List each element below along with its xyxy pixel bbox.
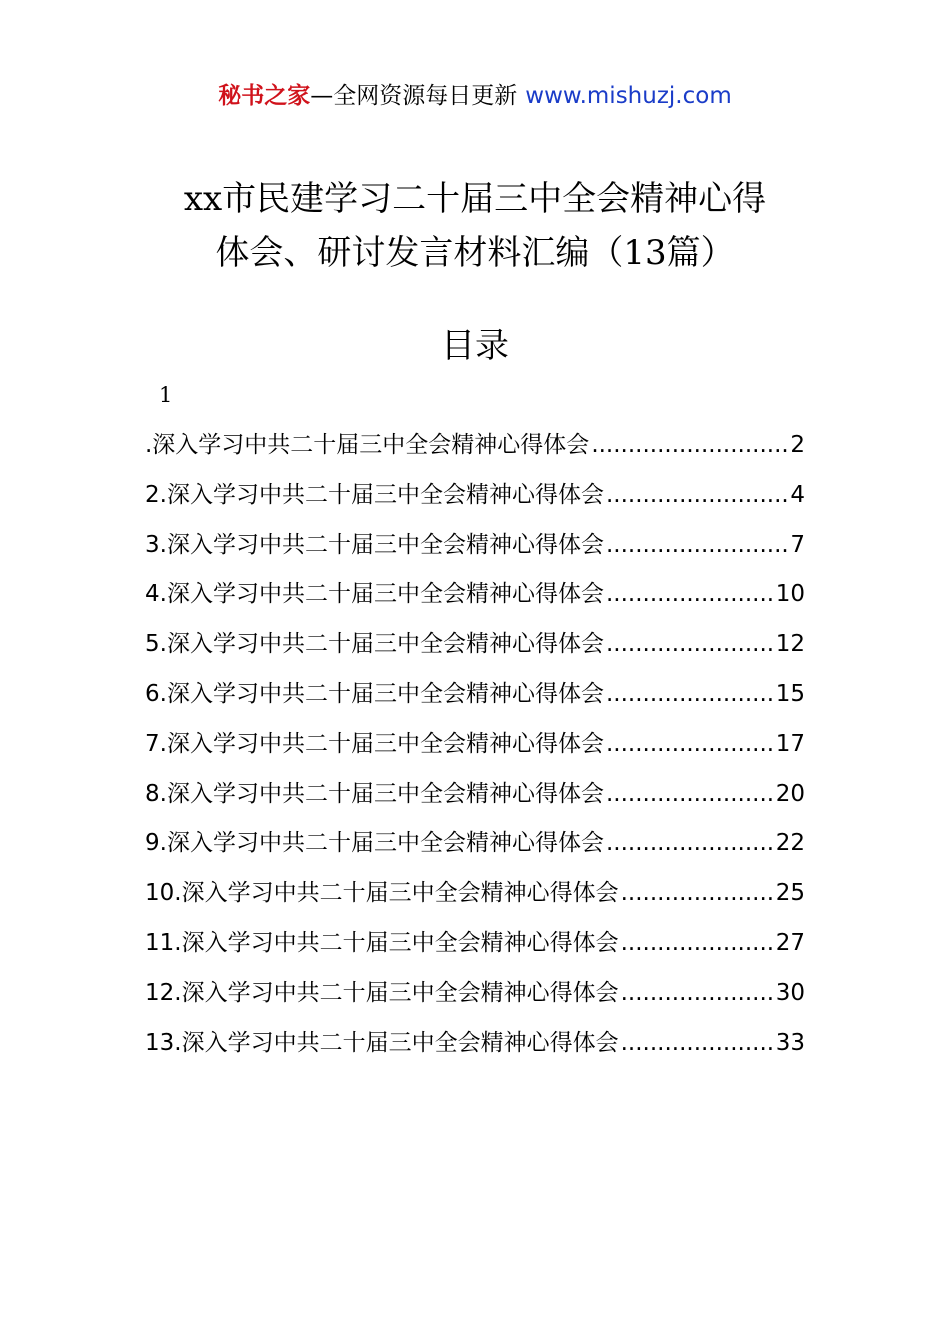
toc-item[interactable] — [145, 973, 805, 1023]
toc-item[interactable] — [145, 574, 805, 624]
toc-first-number: 1 — [159, 383, 173, 407]
toc-item[interactable] — [145, 1023, 805, 1073]
toc-item-label: 3.深入学习中共二十届三中全会精神心得体会 — [145, 531, 604, 558]
toc-dot-leader — [621, 1023, 774, 1063]
toc-dot-leader — [621, 873, 774, 913]
toc-dot-leader — [591, 425, 788, 465]
document-title — [0, 172, 950, 280]
toc-item-label: 4.深入学习中共二十届三中全会精神心得体会 — [145, 581, 604, 608]
title-prefix: xx — [183, 179, 223, 219]
site-url-link[interactable]: www.mishuzj.com — [525, 83, 732, 109]
toc-item[interactable] — [145, 425, 805, 475]
toc-item-label: 5.深入学习中共二十届三中全会精神心得体会 — [145, 631, 604, 658]
toc-item[interactable] — [145, 774, 805, 824]
title-line-2 — [0, 226, 950, 280]
toc-item[interactable] — [145, 823, 805, 873]
toc-item-page-number: 7 — [790, 531, 805, 558]
title-line-1 — [0, 172, 950, 226]
toc-dot-leader — [606, 774, 774, 814]
header-tagline: 全网资源每日更新 — [333, 83, 518, 109]
toc-dot-leader — [606, 624, 774, 664]
table-of-contents — [145, 425, 805, 1072]
toc-item-label: 13.深入学习中共二十届三中全会精神心得体会 — [145, 1029, 619, 1056]
toc-item-label: .深入学习中共二十届三中全会精神心得体会 — [145, 432, 590, 458]
toc-dot-leader — [606, 574, 774, 614]
toc-heading: 目录 — [441, 326, 509, 366]
toc-item-page-number: 4 — [790, 481, 805, 508]
header-dash: — — [310, 83, 334, 109]
site-header — [0, 80, 950, 112]
toc-dot-leader — [621, 973, 774, 1013]
toc-item-page-number: 25 — [775, 880, 805, 907]
toc-item-page-number: 27 — [775, 929, 805, 956]
toc-item-label: 9.深入学习中共二十届三中全会精神心得体会 — [145, 830, 604, 857]
toc-item-page-number: 30 — [775, 979, 805, 1006]
toc-item-label: 12.深入学习中共二十届三中全会精神心得体会 — [145, 979, 619, 1006]
brand-name: 秘书之家 — [218, 83, 311, 109]
toc-item-page-number: 17 — [775, 730, 805, 757]
toc-item-page-number: 10 — [775, 581, 805, 608]
toc-item[interactable] — [145, 724, 805, 774]
toc-dot-leader — [606, 724, 774, 764]
title-line-1-text: 市民建学习二十届三中全会精神心得 — [222, 179, 767, 219]
toc-item[interactable] — [145, 674, 805, 724]
toc-item-page-number: 12 — [775, 631, 805, 658]
toc-item[interactable] — [145, 873, 805, 923]
toc-item-label: 7.深入学习中共二十届三中全会精神心得体会 — [145, 730, 604, 757]
toc-item-label: 8.深入学习中共二十届三中全会精神心得体会 — [145, 780, 604, 807]
title-line-2-text: 体会、研讨发言材料汇编（ — [215, 233, 624, 273]
toc-item-page-number: 15 — [775, 680, 805, 707]
toc-dot-leader — [621, 923, 774, 963]
toc-item[interactable] — [145, 525, 805, 575]
toc-item-page-number: 20 — [775, 780, 805, 807]
toc-dot-leader — [606, 674, 774, 714]
toc-item-label: 11.深入学习中共二十届三中全会精神心得体会 — [145, 929, 619, 956]
toc-dot-leader — [606, 823, 774, 863]
title-count: 13 — [623, 233, 667, 273]
toc-item[interactable] — [145, 923, 805, 973]
toc-dot-leader — [606, 475, 788, 515]
toc-item-page-number: 22 — [775, 830, 805, 857]
toc-item-page-number: 33 — [775, 1029, 805, 1056]
toc-item-label: 2.深入学习中共二十届三中全会精神心得体会 — [145, 481, 604, 508]
toc-item-page-number: 2 — [790, 432, 805, 458]
toc-item[interactable] — [145, 624, 805, 674]
toc-dot-leader — [606, 525, 788, 565]
toc-item-label: 6.深入学习中共二十届三中全会精神心得体会 — [145, 680, 604, 707]
toc-item[interactable] — [145, 475, 805, 525]
toc-item-label: 10.深入学习中共二十届三中全会精神心得体会 — [145, 880, 619, 907]
title-line-2-suffix: 篇） — [666, 233, 735, 273]
